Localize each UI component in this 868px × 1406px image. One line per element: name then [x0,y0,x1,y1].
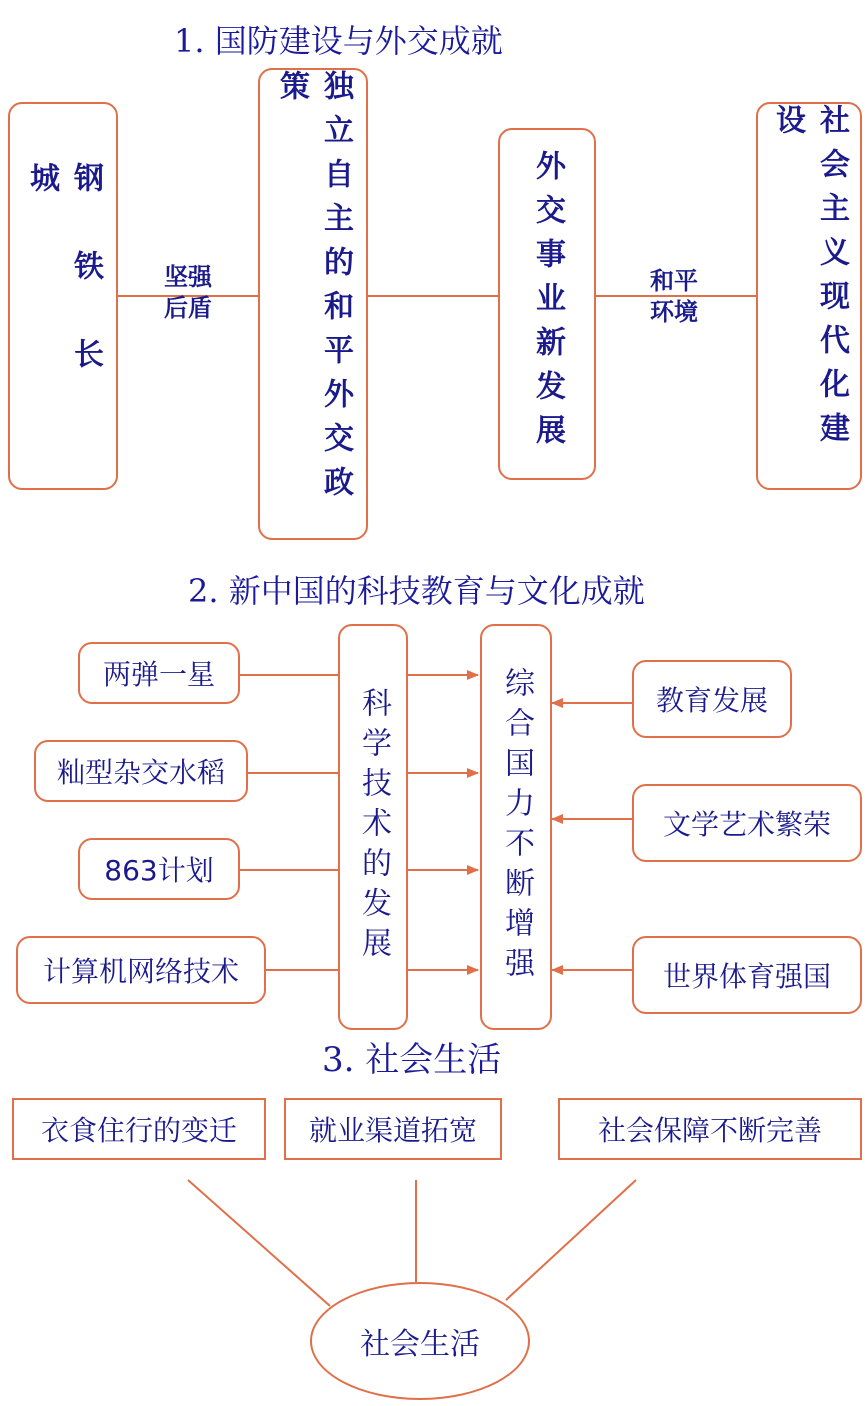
item-wenxue-text: 文学艺术繁荣 [662,808,831,841]
item-jiaoyu-fazhan [632,660,792,738]
box-duli-zizhu [258,68,368,540]
section1-title: 1. 国防建设与外交成就 [174,22,503,60]
section2-title: 2. 新中国的科技教育与文化成就 [188,572,645,610]
line-s3-left [188,1180,330,1306]
item-jiaoyu-text: 教育发展 [655,684,768,717]
section3-title: 3. 社会生活 [322,1040,502,1080]
box-zonghe-text: 综合国力不断增强 [499,667,534,987]
box-shehui-baozhang [558,1098,862,1160]
item-shuidao-text: 籼型杂交水稻 [56,756,225,789]
box-duli-text: 独立自主的和平外交政策 [274,70,353,510]
item-tiyu-text: 世界体育强国 [662,960,831,993]
item-wenxue-yishu [632,784,862,862]
item-jisuanji-text: 计算机网络技术 [42,955,239,988]
box-gangtie-changcheng [8,102,118,490]
label-heping-huanjing: 和平 环境 [650,267,698,327]
box-shehuizhuyi-text: 社会主义现代化建设 [770,104,849,456]
ellipse-shehui-shenghuo [310,1282,530,1400]
item-zajiao-shuidao [34,740,248,802]
box-jiuye-qudao [284,1098,502,1160]
box-gangtie-text: 钢铁长城 [24,162,103,426]
box-keji-text: 科学技术的发展 [356,687,391,967]
box-keji-fazhan [338,624,408,1030]
box-waijiao-shiye [498,128,596,480]
item-liangdan-yixing [78,642,240,704]
box-baozhang-text: 社会保障不断完善 [597,1114,822,1147]
box-jiuye-text: 就业渠道拓宽 [308,1114,477,1147]
label-jianqiang-houdun: 坚强 后盾 [164,263,212,323]
item-liangdan-text: 两弹一星 [102,658,215,691]
box-shehuizhuyi [756,102,862,490]
item-863-jihua [78,838,240,900]
item-jisuanji-wangluo [16,936,266,1004]
item-863-text: 863计划 [104,854,214,887]
box-waijiao-text: 外交事业新发展 [530,150,565,458]
box-zonghe-guoli [480,624,552,1030]
box-yishi-zhuxing [12,1098,266,1160]
box-yishi-text: 衣食住行的变迁 [40,1114,237,1147]
item-tiyu-qiangguo [632,936,862,1014]
ellipse-shehui-text: 社会生活 [360,1327,480,1362]
line-s3-right [506,1180,636,1300]
